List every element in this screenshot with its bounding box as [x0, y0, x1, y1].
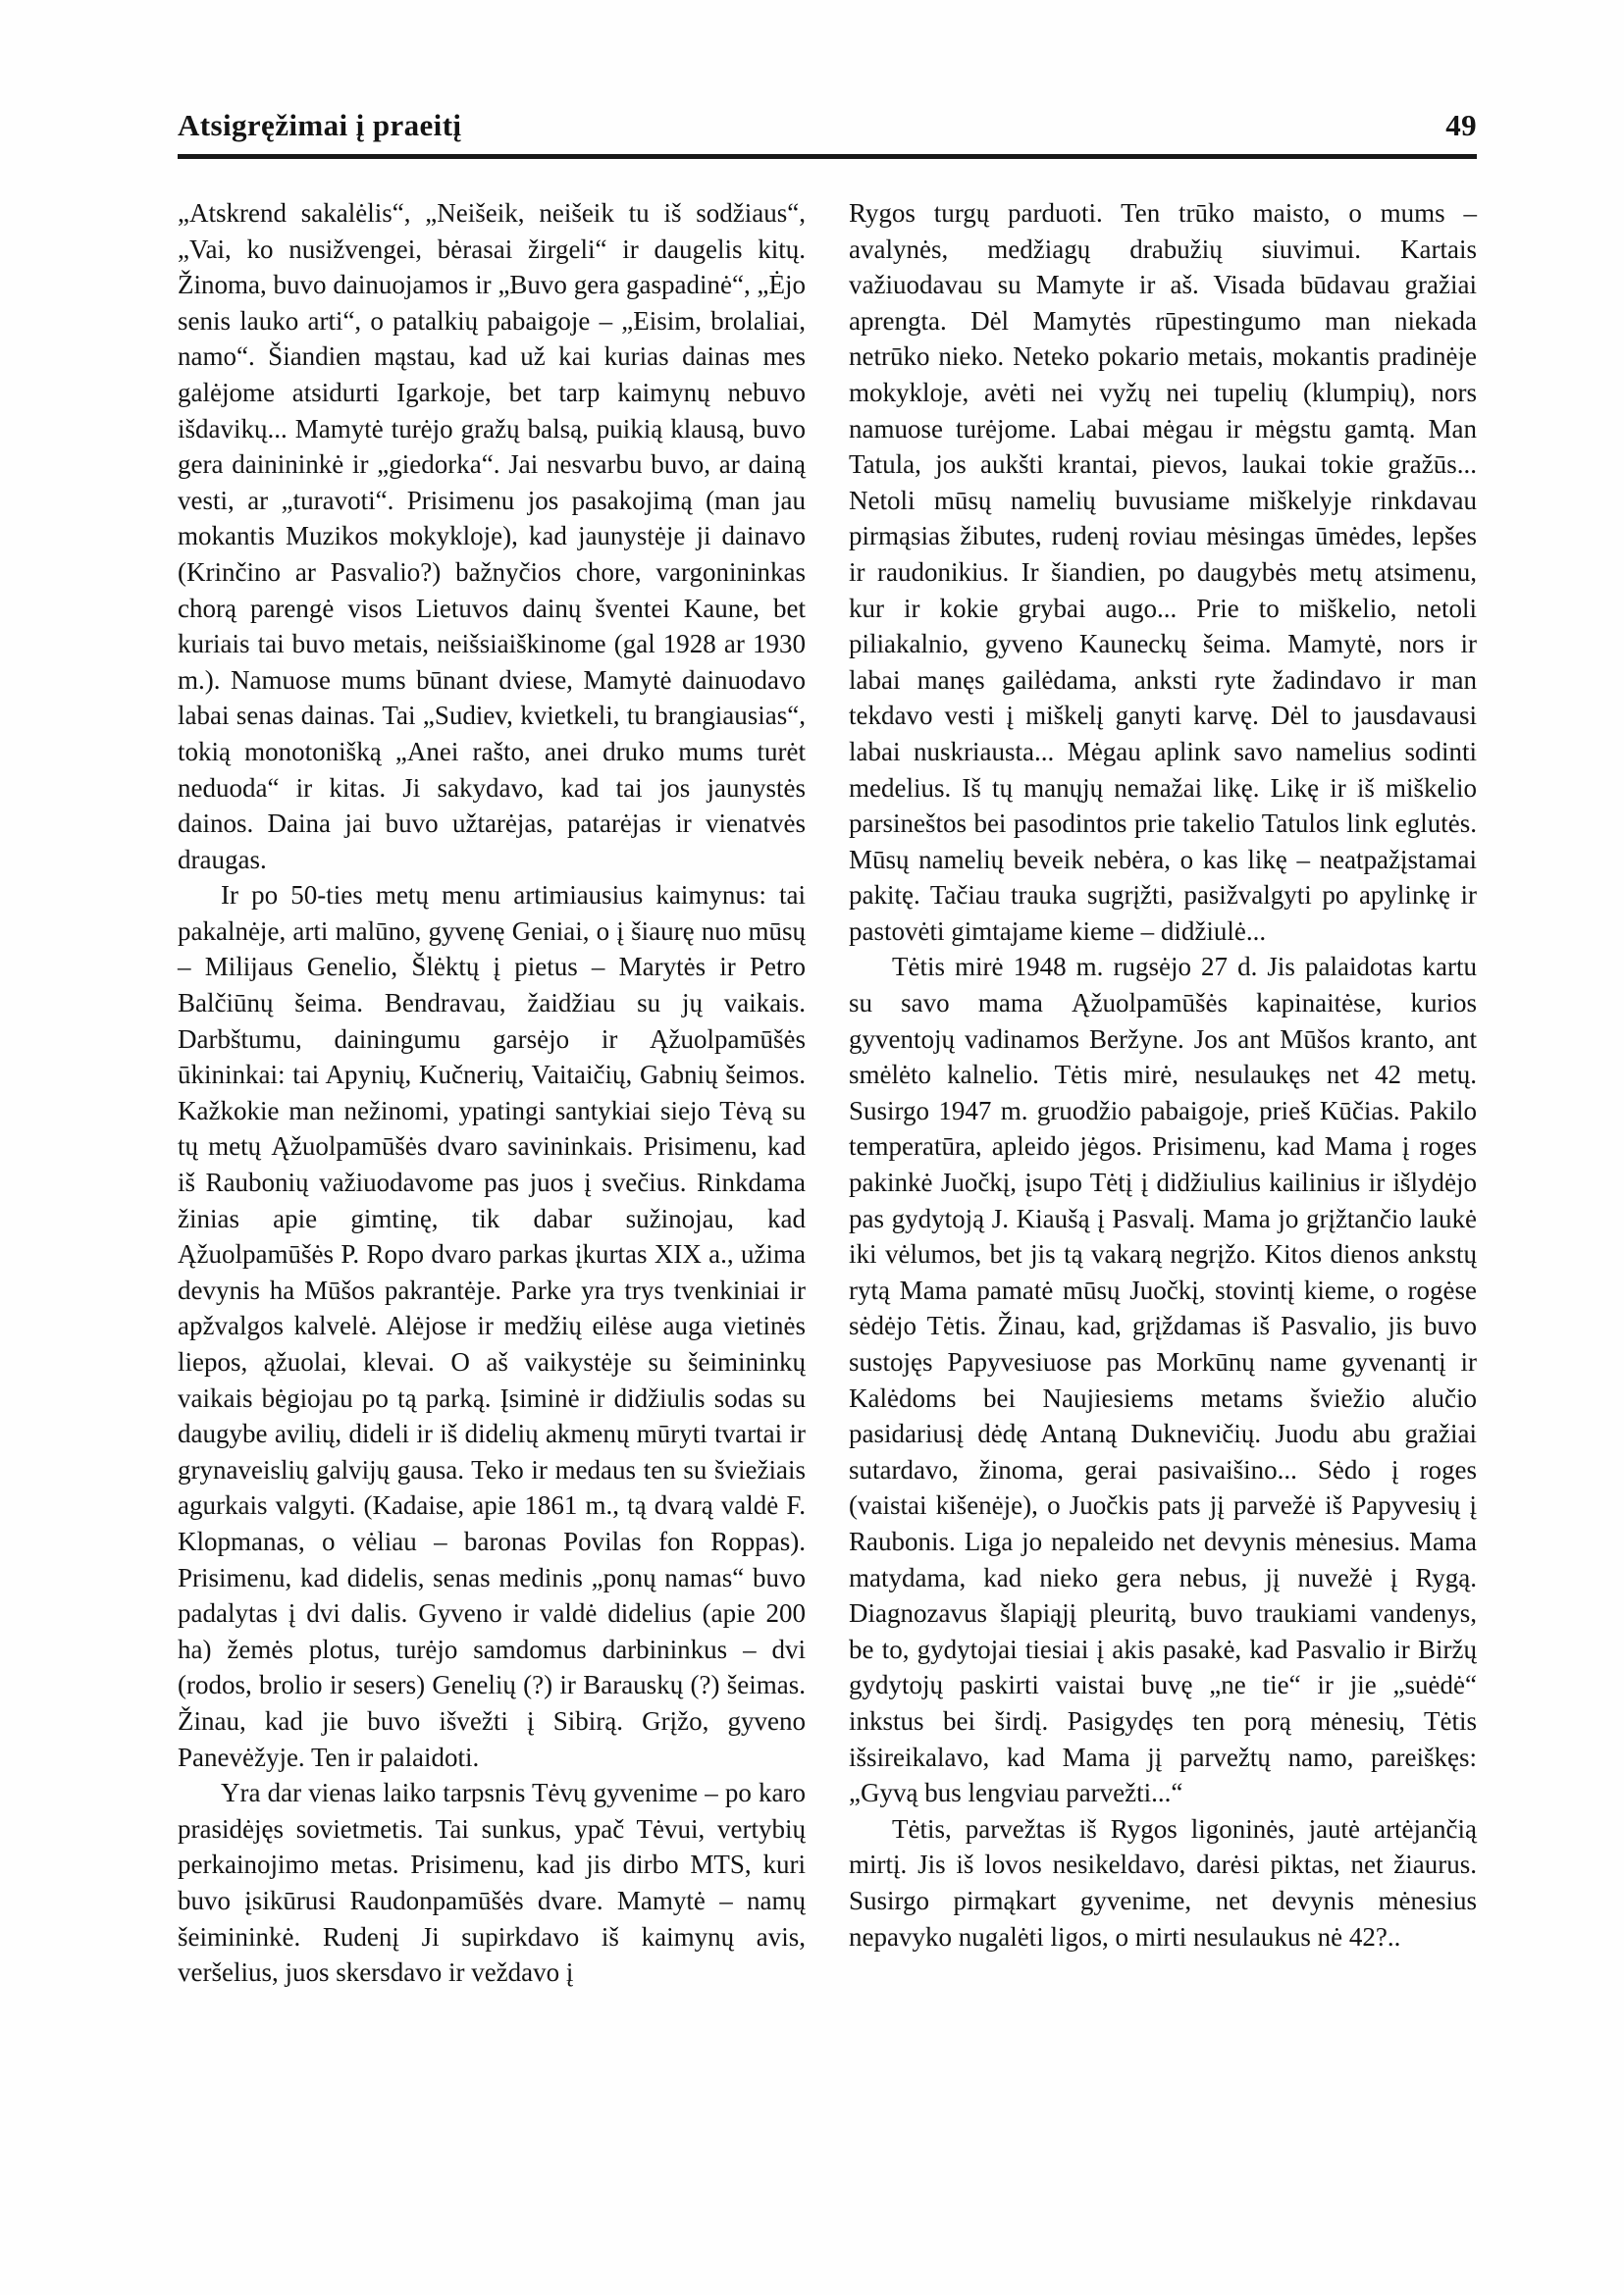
paragraph-left-3: Yra dar vienas laiko tarpsnis Tėvų gyvenime – po karo prasidėjęs sovietmetis. Tai sunkus, ypač Tėvui, vertybių perkainojimo metas. Prisimenu, kad jis dirbo MTS, kuri buvo įsikūrusi Raudonpamūšės dvare. Mamytė – namų šeimininkė. Rudenį Ji supirkdavo iš kaimynų avis, veršelius, juos skersdavo ir veždavo į	[178, 1778, 806, 1988]
paragraph-right-3: Tėtis, parvežtas iš Rygos ligoninės, jautė artėjančią mirtį. Jis iš lovos nesikeldavo, darėsi piktas, net žiaurus. Susirgo pirmąkart gyvenime, net devynis mėnesius nepavyko nugalėti ligos, o mirti nesulaukus nė 42?..	[849, 1813, 1477, 1952]
right-column	[849, 195, 1477, 1991]
page-number: 49	[1445, 108, 1477, 142]
paragraph-right-2: Tėtis mirė 1948 m. rugsėjo 27 d. Jis palaidotas kartu su savo mama Ąžuolpamūšės kapinaitėse, kurios gyventojų vadinamos Beržyne. Jos ant Mūšos kranto, ant smėlėto kalnelio. Tėtis mirė, nesulaukęs net 42 metų. Susirgo 1947 m. gruodžio pabaigoje, prieš Kūčias. Pakilo temperatūra, apleido jėgos. Prisimenu, kad Mama į roges pakinkė Juočkį, įsupo Tėtį į didžiulius kailinius ir išlydėjo pas gydytoją J. Kiaušą į Pasvalį. Mama jo grįžtančio laukė iki vėlumos, bet jis tą vakarą negrįžo. Kitos dienos ankstų rytą Mama pamatė mūsų Juočkį, stovintį kieme, o rogėse sėdėjo Tėtis. Žinau, kad, grįždamas iš Pasvalio, jis buvo sustojęs Papyvesiuose pas Morkūnų name gyvenantį ir Kalėdoms bei Naujiesiems metams šviežio alučio pasidariusį dėdę Antaną Duknevičių. Juodu abu gražiai sutardavo, žinoma, gerai pasivaišino... Sėdo į roges (vaistai kišenėje), o Juočkis pats jį parvežė iš Papyvesių į Raubonis. Liga jo nepaleido net devynis mėnesius. Mama matydama, kad nieko gera nebus, jį nuvežė į Rygą. Diagnozavus šlapiąjį pleuritą, buvo traukiami vandenys, be to, gydytojai tiesiai į akis pasakė, kad Pasvalio ir Biržų gydytojų paskirti vaistai buvę „ne tie“ ir jie „suėdė“ inkstus bei širdį. Pasigydęs ten porą mėnesių, Tėtis išsireikalavo, kad Mama jį parvežtų namo, pareiškęs: „Gyvą bus lengviau parvežti...“	[849, 952, 1477, 1808]
left-column	[178, 195, 806, 1991]
header-rule	[178, 154, 1477, 159]
running-header	[178, 108, 1477, 143]
paragraph-left-2: Ir po 50-ties metų menu artimiausius kaimynus: tai pakalnėje, arti malūno, gyvenę Geniai, o į šiaurę nuo mūsų – Milijaus Genelio, Šlėktų į pietus – Marytės ir Petro Balčiūnų šeima. Bendravau, žaidžiau su jų vaikais. Darbštumu, dainingumu garsėjo ir Ąžuolpamūšės ūkininkai: tai Apynių, Kučnerių, Vaitaičių, Gabnių šeimos. Kažkokie man nežinomi, ypatingi santykiai siejo Tėvą su tų metų Ąžuolpamūšės dvaro savininkais. Prisimenu, kad iš Raubonių važiuodavome pas juos į svečius. Rinkdama žinias apie gimtinę, tik dabar sužinojau, kad Ąžuolpamūšės P. Ropo dvaro parkas įkurtas XIX a., užima devynis ha Mūšos pakrantėje. Parke yra trys tvenkiniai ir apžvalgos kalvelė. Alėjose ir medžių eilėse auga vietinės liepos, ąžuolai, klevai. O aš vaikystėje su šeimininkų vaikais bėgiojau po tą parką. Įsiminė ir didžiulis sodas su daugybe avilių, dideli ir iš didelių akmenų mūryti tvartai ir grynaveislių galvijų gausa. Teko ir medaus ten su šviežiais agurkais valgyti. (Kadaise, apie 1861 m., tą dvarą valdė F. Klopmanas, o vėliau – baronas Povilas fon Roppas). Prisimenu, kad didelis, senas medinis „ponų namas“ buvo padalytas į dvi dalis. Gyveno ir valdė didelius (apie 200 ha) žemės plotus, turėjo samdomus darbininkus – dvi (rodos, brolio ir sesers) Genelių (?) ir Barauskų (?) šeimas. Žinau, kad jie buvo išvežti į Sibirą. Grįžo, gyveno Panevėžyje. Ten ir palaidoti.	[178, 880, 806, 1772]
paragraph-left-1: „Atskrend sakalėlis“, „Neišeik, neišeik tu iš sodžiaus“, „Vai, ko nusižvengei, bėrasai žirgeli“ ir daugelis kitų. Žinoma, buvo dainuojamos ir „Buvo gera gaspadinė“, „Ėjo senis lauko arti“, o patalkių pabaigoje – „Eisim, brolaliai, namo“. Šiandien mąstau, kad už kai kurias dainas mes galėjome atsidurti Igarkoje, bet tarp kaimynų nebuvo išdavikų... Mamytė turėjo gražų balsą, puikią klausą, buvo gera dainininkė ir „giedorka“. Jai nesvarbu buvo, ar dainą vesti, ar „turavoti“. Prisimenu jos pasakojimą (man jau mokantis Muzikos mokykloje), kad jaunystėje ji dainavo (Krinčino ar Pasvalio?) bažnyčios chore, vargonininkas chorą parengė visos Lietuvos dainų šventei Kaune, bet kuriais tai buvo metais, neišsiaiškinome (gal 1928 ar 1930 m.). Namuose mums būnant dviese, Mamytė dainuodavo labai senas dainas. Tai „Sudiev, kvietkeli, tu brangiausias“, tokią monotonišką „Anei rašto, anei druko mums turėt neduoda“ ir kitas. Ji sakydavo, kad tai jos jaunystės dainos. Daina jai buvo užtarėjas, patarėjas ir vienatvės draugas.	[178, 198, 806, 874]
page-title: Atsigręžimai į praeitį	[178, 108, 462, 142]
paragraph-right-1: Rygos turgų parduoti. Ten trūko maisto, o mums – avalynės, medžiagų drabužių siuvimui. Kartais važiuodavau su Mamyte ir aš. Visada būdavau gražiai aprengta. Dėl Mamytės rūpestingumo man niekada netrūko nieko. Neteko pokario metais, mokantis pradinėje mokykloje, avėti nei vyžų nei tupelių (klumpių), nors namuose turėjome. Labai mėgau ir mėgstu gamtą. Man Tatula, jos aukšti krantai, pievos, laukai tokie gražūs... Netoli mūsų namelių buvusiame miškelyje rinkdavau pirmąsias žibutes, rudenį roviau mėsingas ūmėdes, lepšes ir raudonikius. Ir šiandien, po daugybės metų atsimenu, kur ir kokie grybai augo... Prie to miškelio, netoli piliakalnio, gyveno Kauneckų šeima. Mamytė, nors ir labai manęs gailėdama, anksti ryte žadindavo ir man tekdavo vesti į miškelį ganyti karvę. Dėl to jausdavausi labai nuskriausta... Mėgau aplink savo namelius sodinti medelius. Iš tų manųjų nemažai likę. Likę ir iš miškelio parsineštos bei pasodintos prie takelio Tatulos link eglutės. Mūsų namelių beveik nebėra, o kas likę – neatpažįstamai pakitę. Tačiau trauka sugrįžti, pasižvalgyti po apylinkę ir pastovėti gimtajame kieme – didžiulė...	[849, 198, 1477, 946]
text-columns	[178, 195, 1477, 1991]
page-content	[178, 108, 1477, 1991]
